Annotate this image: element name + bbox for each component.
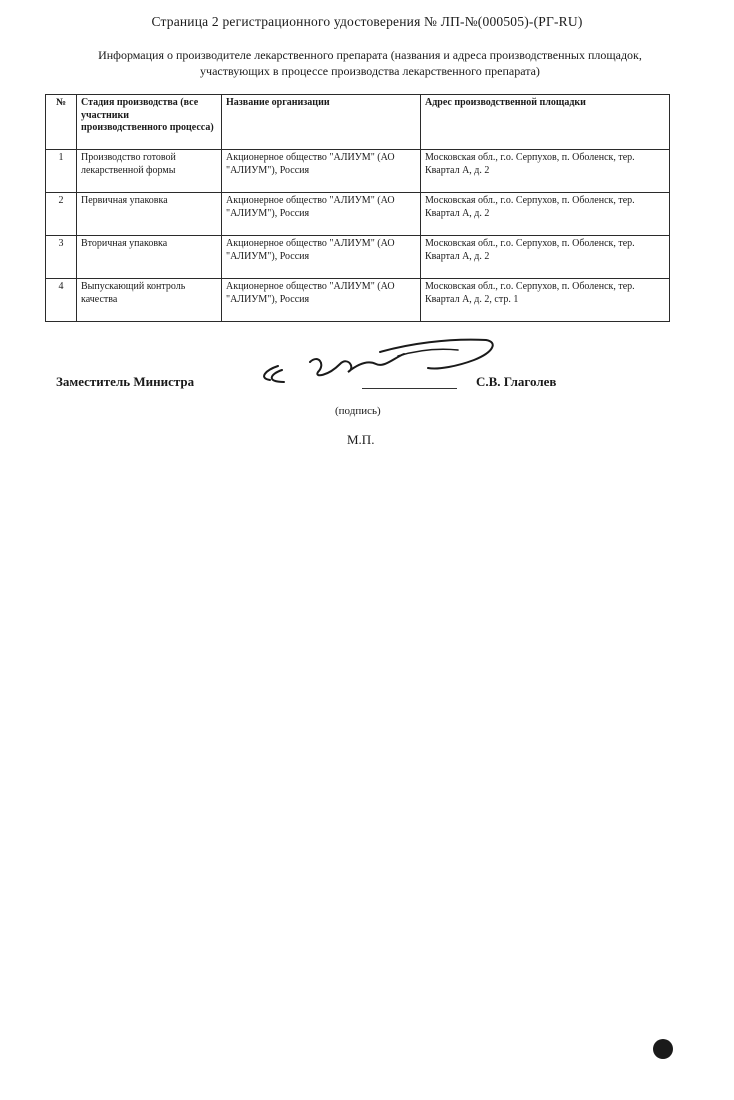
row-num: 1: [46, 150, 77, 193]
table-row: [46, 193, 670, 236]
corner-mark: [653, 1039, 673, 1059]
info-title-line-2: участвующих в процессе производства лекарственного препарата): [200, 64, 540, 78]
row-num: 4: [46, 279, 77, 322]
table-row: [46, 236, 670, 279]
table-row: [46, 150, 670, 193]
signer-position: Заместитель Министра: [56, 374, 195, 389]
row-stage: Производство готовой лекарственной формы: [77, 150, 222, 193]
table-header-row: [46, 95, 670, 150]
row-address: Московская обл., г.о. Серпухов, п. Оболенск, тер. Квартал А, д. 2: [421, 236, 670, 279]
row-address: Московская обл., г.о. Серпухов, п. Оболенск, тер. Квартал А, д. 2: [421, 150, 670, 193]
seal-mark: М.П.: [347, 432, 375, 447]
signature-row: [0, 372, 734, 396]
header-stage: Стадия производства (все участники производственного процесса): [77, 95, 222, 150]
header-address: Адрес производственной площадки: [421, 95, 670, 150]
row-stage: Выпускающий контроль качества: [77, 279, 222, 322]
info-title-line-1: Информация о производителе лекарственного препарата (названия и адреса производственных площадок,: [98, 48, 642, 62]
row-organization: Акционерное общество "АЛИУМ" (АО "АЛИУМ"), Россия: [222, 193, 421, 236]
row-organization: Акционерное общество "АЛИУМ" (АО "АЛИУМ"), Россия: [222, 236, 421, 279]
page-header: Страница 2 регистрационного удостоверения № ЛП-№(000505)-(РГ-RU): [151, 14, 583, 29]
row-num: 2: [46, 193, 77, 236]
row-address: Московская обл., г.о. Серпухов, п. Оболенск, тер. Квартал А, д. 2: [421, 193, 670, 236]
producers-table: [45, 94, 670, 322]
row-address: Московская обл., г.о. Серпухов, п. Оболенск, тер. Квартал А, д. 2, стр. 1: [421, 279, 670, 322]
row-stage: Первичная упаковка: [77, 193, 222, 236]
row-organization: Акционерное общество "АЛИУМ" (АО "АЛИУМ"), Россия: [222, 279, 421, 322]
row-num: 3: [46, 236, 77, 279]
row-stage: Вторичная упаковка: [77, 236, 222, 279]
signature-caption: (подпись): [335, 405, 381, 417]
signer-name: С.В. Глаголев: [476, 374, 557, 389]
table-row: [46, 279, 670, 322]
header-organization: Название организации: [222, 95, 421, 150]
signature-line: [362, 388, 457, 389]
row-organization: Акционерное общество "АЛИУМ" (АО "АЛИУМ"), Россия: [222, 150, 421, 193]
header-num: №: [46, 95, 77, 150]
info-title: [40, 47, 700, 79]
